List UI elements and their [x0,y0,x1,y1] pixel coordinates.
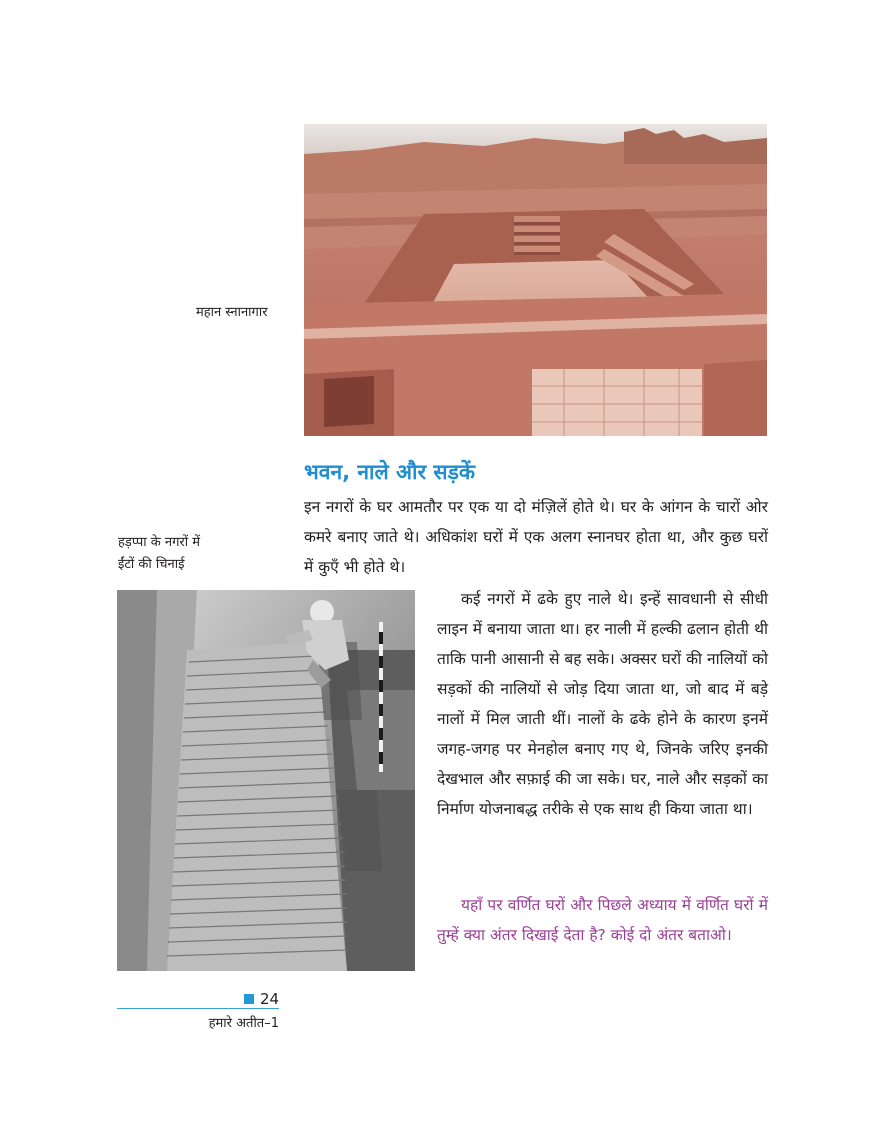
paragraph-houses-text: इन नगरों के घर आमतौर पर एक या दो मंज़िलें होते थे। घर के आंगन के चारों ओर कमरे बनाए जाते थे। अधिकांश घरों में एक अलग स्नानघर होता था, और कुछ घरों में कुएँ भी होते थे। [304,498,768,576]
brickwork-caption-line2: ईंटों की चिनाई [118,557,185,572]
brickwork-photo [117,590,415,971]
great-bath-caption: महान स्नानागार [196,305,268,320]
paragraph-drains [437,584,768,824]
question-paragraph [437,890,768,950]
footer-divider [117,1008,279,1009]
brickwork-caption-line1: हड़प्पा के नगरों में [118,535,200,550]
page-number: 24 [260,990,280,1008]
page-marker-square [244,994,254,1004]
great-bath-photo [304,124,767,436]
brickwork-caption [118,532,268,576]
question-text: यहाँ पर वर्णित घरों और पिछले अध्याय में वर्णित घरों में तुम्हें क्या अंतर दिखाई देता है? कोई दो अंतर बताओ। [437,896,768,944]
paragraph-drains-text: कई नगरों में ढके हुए नाले थे। इन्हें सावधानी से सीधी लाइन में बनाया जाता था। हर नाली में हल्की ढलान होती थी ताकि पानी आसानी से बह सके। अक्सर घरों की नालियों को सड़कों की नालियों से जोड़ दिया जाता था, जो बाद में बड़े नालों में मिल जाती थीं। नालों के ढके होने के कारण इनमें जगह-जगह पर मेनहोल बनाए गए थे, जिनके जरिए इनकी देखभाल और सफ़ाई की जा सके। घर, नाले और सड़कों का निर्माण योजनाबद्ध तरीके से एक साथ ही किया जाता था। [437,590,768,818]
paragraph-houses [304,492,768,582]
section-heading: भवन, नाले और सड़कें [304,460,475,484]
book-title: हमारे अतीत–1 [208,1016,279,1031]
